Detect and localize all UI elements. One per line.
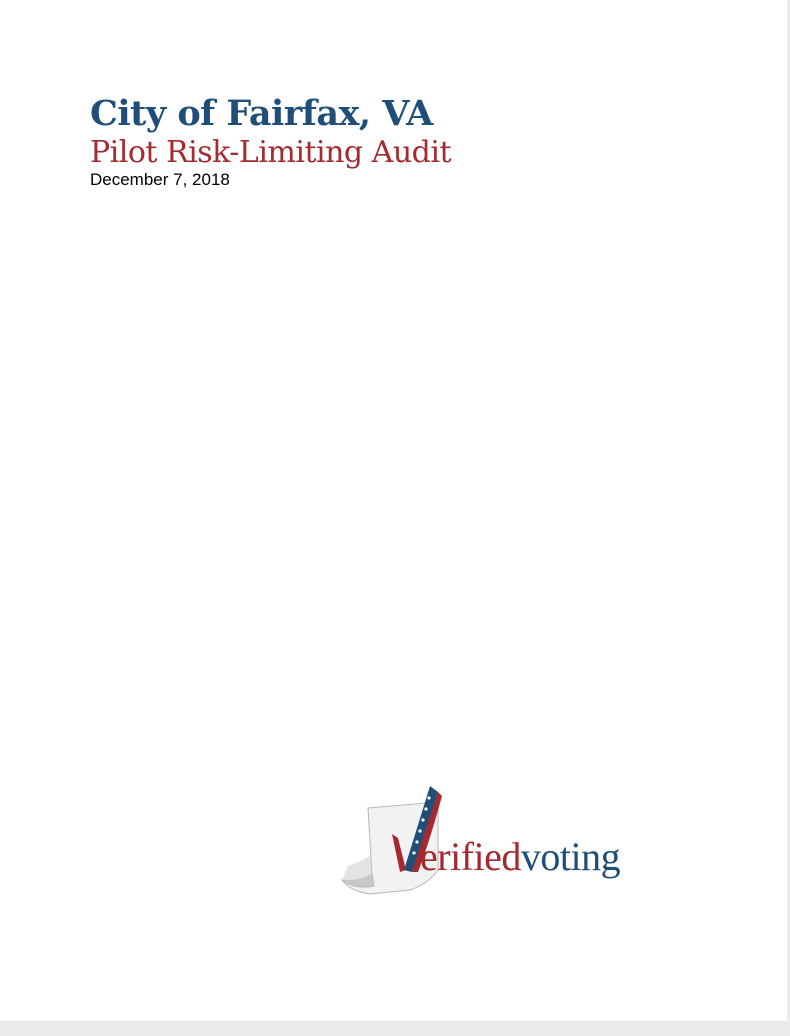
verified-voting-logo <box>340 778 700 898</box>
logo-word-voting: voting <box>520 834 621 879</box>
report-date: December 7, 2018 <box>90 170 230 189</box>
title-block <box>90 92 451 190</box>
page-subtitle: Pilot Risk-Limiting Audit <box>90 135 452 170</box>
logo-wordmark <box>420 834 620 880</box>
logo-word-verified: erified <box>420 834 521 879</box>
page-title: City of Fairfax, VA <box>90 93 433 134</box>
